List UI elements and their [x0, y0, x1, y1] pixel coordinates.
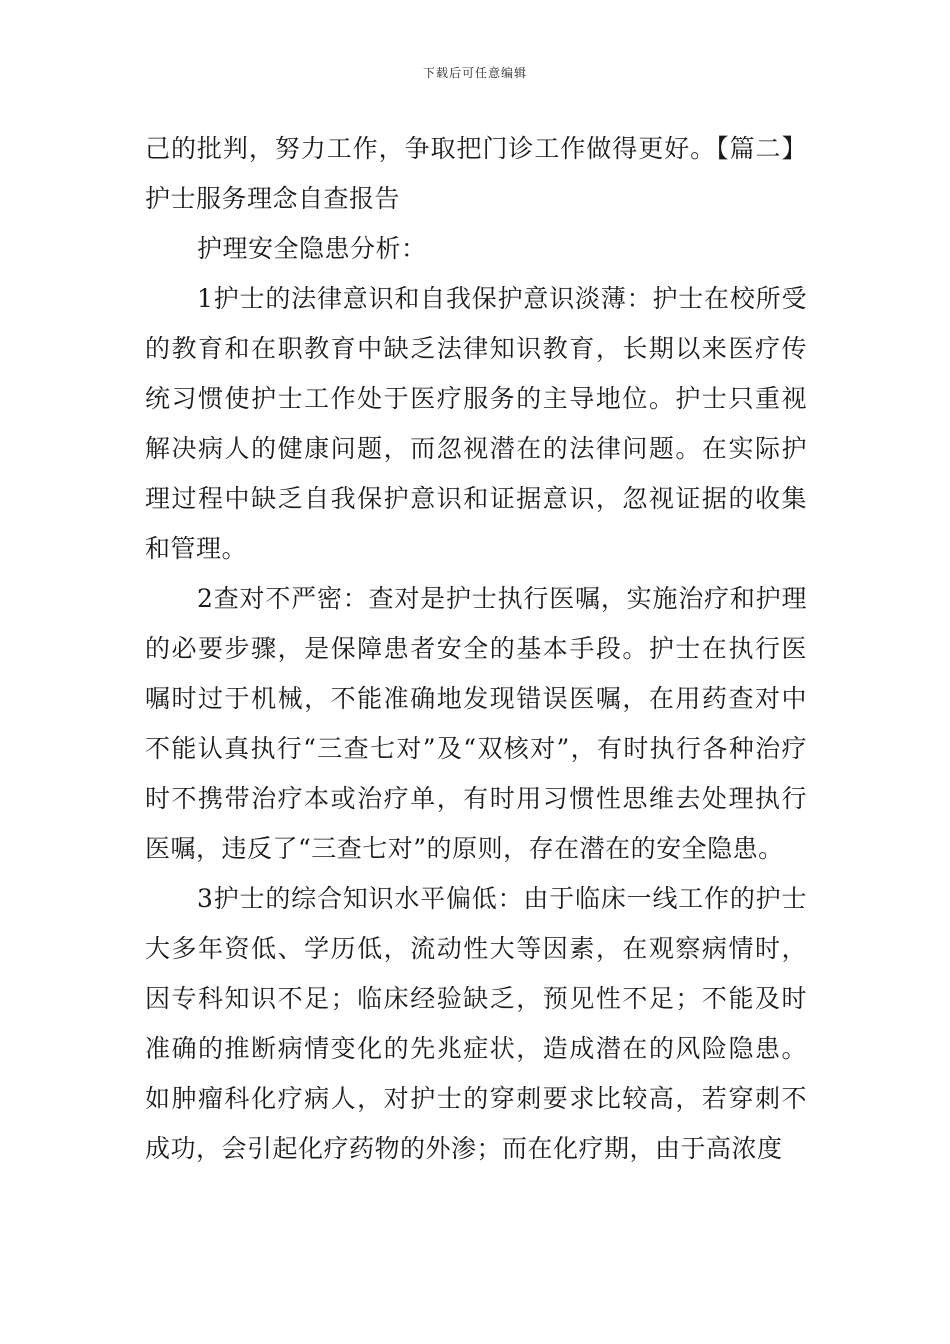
paragraph-checking: 2查对不严密：查对是护士执行医嘱，实施治疗和护理的必要步骤，是保障患者安全的基本手段。护士在执行医嘱时过于机械，不能准确地发现错误医嘱，在用药查对中不能认真执行“三查七对”及“双核对”，有时执行各种治疗时不携带治疗本或治疗单，有时用习惯性思维去处理执行医嘱，违反了“三查七对”的原则，存在潜在的安全隐患。 — [145, 584, 807, 863]
paragraph-heading: 护理安全隐患分析： — [197, 234, 427, 263]
paragraph-legal-awareness: 1护士的法律意识和自我保护意识淡薄：护士在校所受的教育和在职教育中缺乏法律知识教育，长期以来医疗传统习惯使护士工作处于医疗服务的主导地位。护士只重视解决病人的健康问题，而忽视潜在的法律问题。在实际护理过程中缺乏自我保护意识和证据意识，忽视证据的收集和管理。 — [145, 284, 807, 563]
paragraph-knowledge-level: 3护士的综合知识水平偏低：由于临床一线工作的护士大多年资低、学历低，流动性大等因素，在观察病情时，因专科知识不足；临床经验缺乏，预见性不足；不能及时准确的推断病情变化的先兆症状，造成潜在的风险隐患。如肿瘤科化疗病人，对护士的穿刺要求比较高，若穿刺不成功，会引起化疗药物的外渗；而在化疗期，由于高浓度 — [145, 884, 807, 1163]
paragraph-continuation: 己的批判，努力工作，争取把门诊工作做得更好。【篇二】护士服务理念自查报告 — [145, 134, 807, 213]
document-body — [145, 124, 807, 1174]
page-header: 下载后可任意编辑 — [422, 66, 527, 80]
